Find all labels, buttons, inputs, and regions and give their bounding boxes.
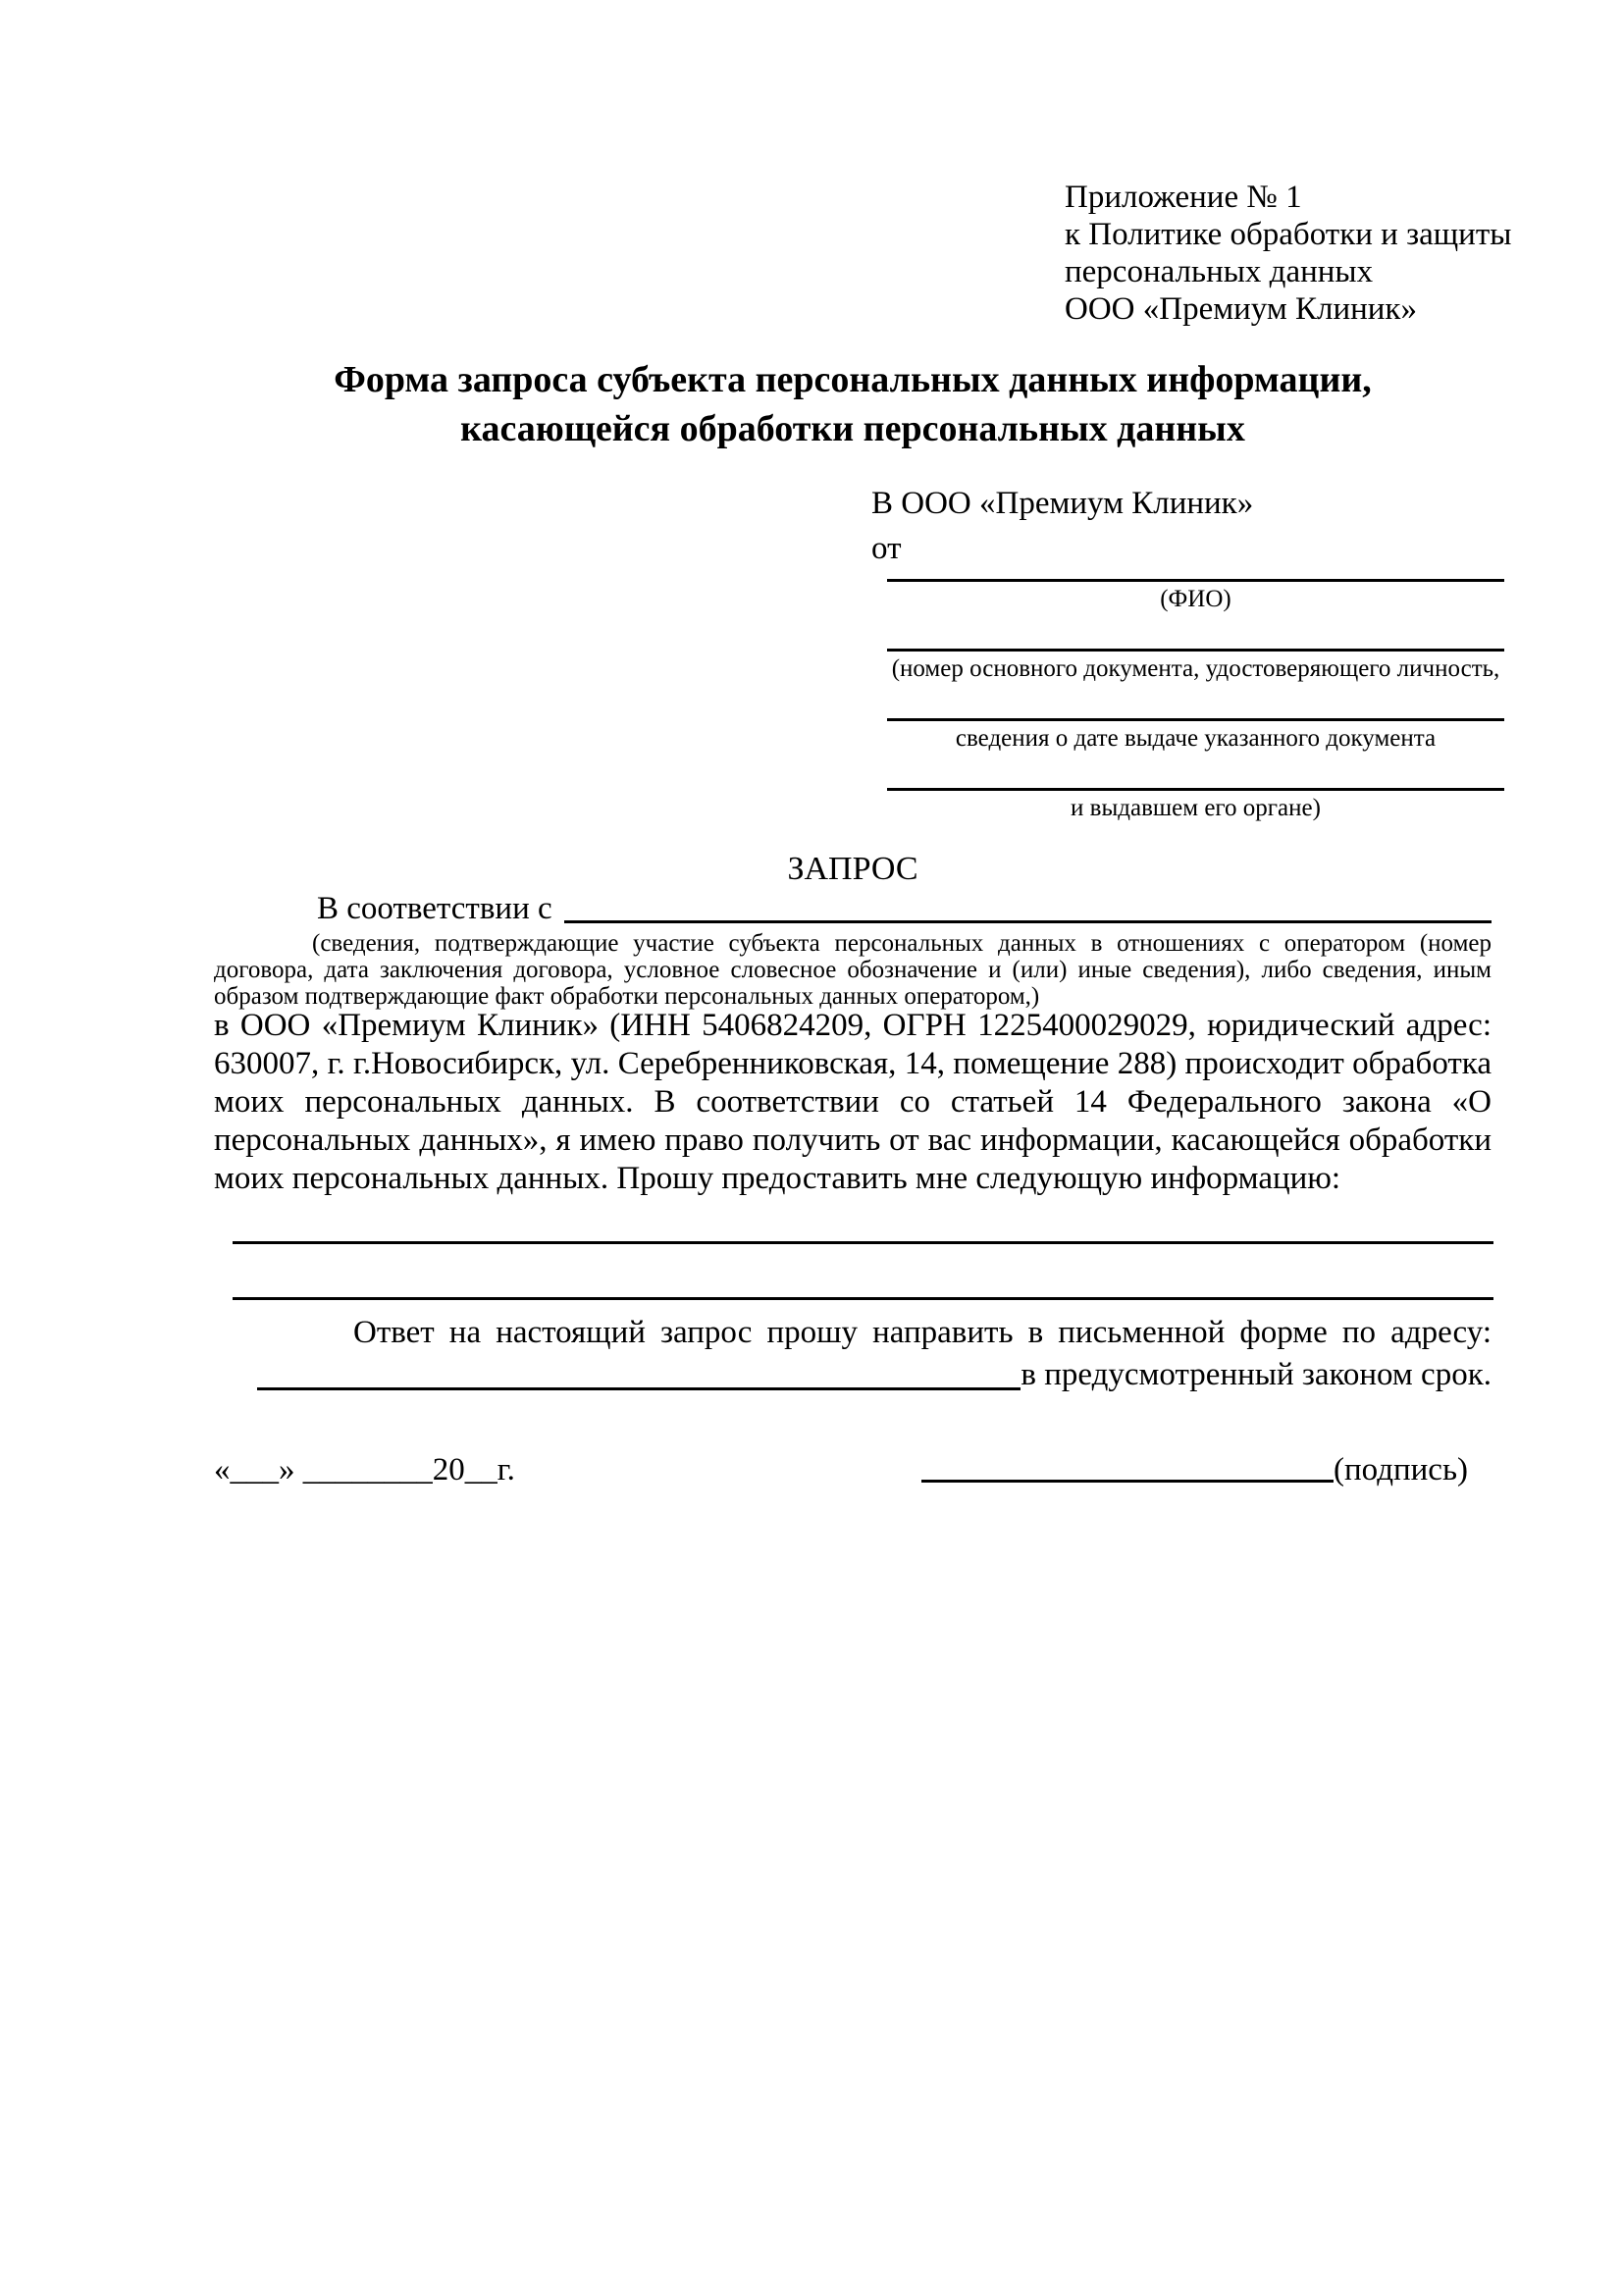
info-blank-line-1 <box>233 1241 1493 1244</box>
reply-paragraph <box>214 1313 1492 1397</box>
issuing-authority-caption: и выдавшем его органе) <box>1071 795 1321 821</box>
title-line-2: касающейся обработки персональных данных <box>460 408 1245 449</box>
issuing-authority-blank-line <box>887 753 1504 791</box>
reply-line-1: Ответ на настоящий запрос прошу направить в письменной форме по адресу: <box>353 1315 1492 1350</box>
fio-caption: (ФИО) <box>1160 586 1231 612</box>
signature-blank-line <box>921 1480 1334 1483</box>
appendix-line-2: к Политике обработки и защиты <box>1065 217 1512 252</box>
basis-note: (сведения, подтверждающие участие субъекта персональных данных в отношениях с оператором (номер договора, дата заключения договора, условное словесное обозначение и (или) иные сведения), либо сведения, иным образом подтверждающие факт обработки персональных данных оператором,) <box>214 930 1492 1010</box>
appendix-line-1: Приложение № 1 <box>1065 180 1302 215</box>
info-blank-line-2 <box>233 1297 1493 1300</box>
issue-date-caption: сведения о дате выдаче указанного документа <box>955 725 1437 752</box>
appendix-block <box>1065 179 1511 328</box>
request-body: в ООО «Премиум Клиник» (ИНН 5406824209, ОГРН 1225400029029, юридический адрес: 630007, г. г.Новосибирск, ул. Серебренниковская, 14, помещение 288) происходит обработка моих персональных данных. В соответствии со статьей 14 Федерального закона «О персональных данных», я имею право получить от вас информации, касающейся обработки моих персональных данных. Прошу предоставить мне следующую информацию: <box>214 1008 1492 1196</box>
signature-caption: (подпись) <box>1334 1452 1468 1487</box>
recipient-line: В ООО «Премиум Клиник» <box>871 486 1254 521</box>
appendix-line-4: ООО «Премиум Клиник» <box>1065 291 1417 327</box>
basis-blank-line <box>564 920 1492 923</box>
basis-row <box>214 889 1492 928</box>
title-line-1: Форма запроса субъекта персональных данных информации, <box>334 359 1372 400</box>
issue-date-blank-line <box>887 683 1504 721</box>
reply-line-2 <box>214 1352 1492 1397</box>
reply-line-2-text: в предусмотренный законом срок. <box>1021 1357 1492 1392</box>
appendix-line-3: персональных данных <box>1065 254 1374 289</box>
fio-blank-line <box>887 569 1504 582</box>
request-heading: ЗАПРОС <box>787 851 918 887</box>
document-number-blank-line <box>887 613 1504 652</box>
document-title <box>214 355 1492 453</box>
date-signature-row <box>214 1450 1492 1489</box>
document-number-caption: (номер основного документа, удостоверяющего личность, <box>891 655 1500 682</box>
date-placeholder: «___» ________20__г. <box>214 1452 515 1487</box>
addressee-block <box>871 483 1504 822</box>
from-label: от <box>871 531 902 566</box>
basis-prefix: В соответствии с <box>317 891 552 926</box>
address-blank-line <box>257 1387 1021 1390</box>
